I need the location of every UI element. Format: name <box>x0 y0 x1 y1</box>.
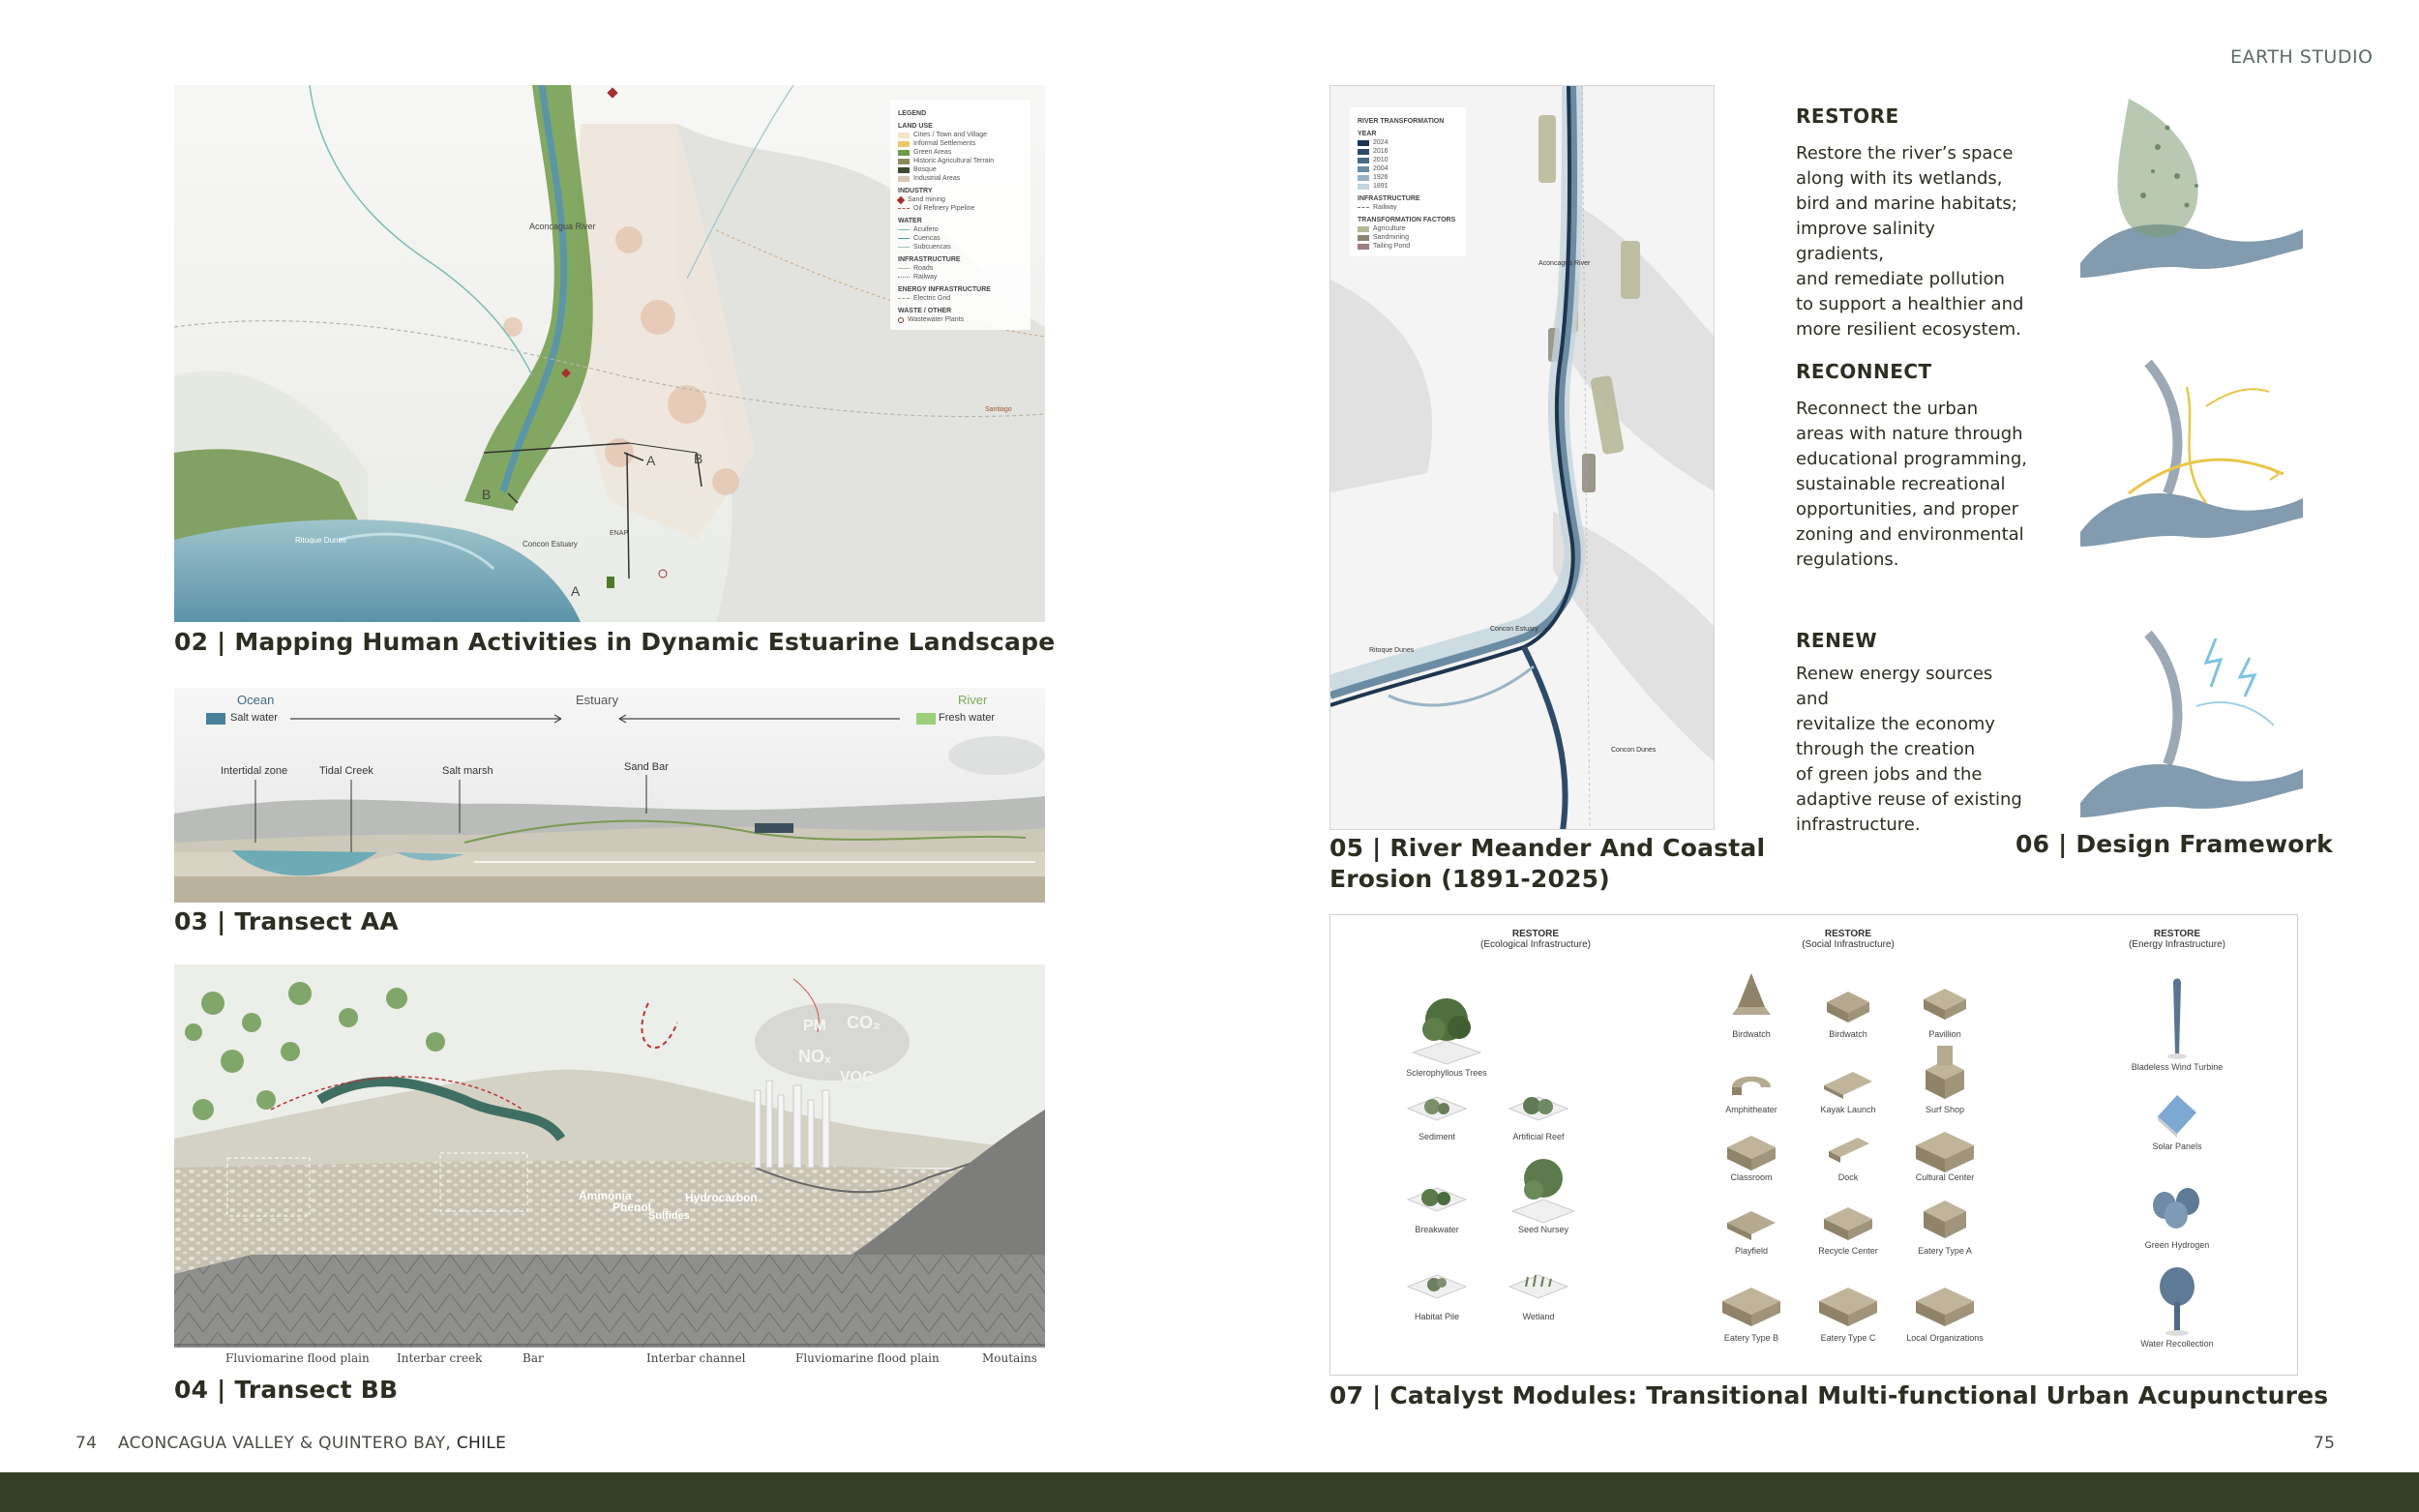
eatery-type-c-icon <box>1814 1278 1882 1336</box>
reconnect-diagram <box>2071 348 2313 556</box>
eatery-type-b-icon <box>1717 1278 1785 1336</box>
recycle-center-icon <box>1819 1196 1877 1250</box>
pavillion-icon <box>1916 978 1974 1026</box>
legend-item: Sand mining <box>898 195 1023 204</box>
legend-item: Roads <box>898 264 1023 273</box>
year-item: 2004 <box>1358 164 1458 173</box>
module-label: Green Hydrogen <box>2144 1240 2210 1250</box>
legend-item: Informal Settlements <box>898 139 1023 148</box>
figure-05-caption-line2: Erosion (1891-2025) <box>1329 865 1610 893</box>
artificial-reef-icon <box>1505 1087 1572 1136</box>
module-label: Breakwater <box>1415 1225 1459 1234</box>
map-legend <box>890 100 1030 330</box>
birdwatch-2-icon <box>1819 978 1877 1026</box>
kayak-launch-icon <box>1819 1058 1877 1107</box>
factor-item: Tailing Pond <box>1358 242 1458 251</box>
module-label: Habitat Pile <box>1414 1312 1460 1321</box>
framework-reconnect-text: Reconnect the urban areas with nature through educational programming, sustainable recreational opportunities, and proper zoning and environmental regulations. <box>1796 399 2027 570</box>
module-label: Surf Shop <box>1925 1105 1965 1114</box>
module-label: Birdwatch <box>1829 1029 1867 1039</box>
framework-restore-title: RESTORE <box>1796 104 1899 128</box>
chemical-hydrocarbon: Hydrocarbon <box>685 1191 758 1204</box>
legend-group-title: WATER <box>898 218 922 224</box>
year-item: 1926 <box>1358 173 1458 182</box>
transect-bb-graphic <box>174 964 1045 1347</box>
factor-item: Agriculture <box>1358 224 1458 233</box>
renew-diagram <box>2071 619 2313 827</box>
meander-legend-title: RIVER TRANSFORMATION <box>1358 118 1445 125</box>
legend-item: Industrial Areas <box>898 174 1023 183</box>
year-item: 1891 <box>1358 182 1458 191</box>
legend-group-title: LAND USE <box>898 123 933 130</box>
map-label-dunes: Ritoque Dunes <box>295 536 346 545</box>
studio-label: EARTH STUDIO <box>2230 46 2374 68</box>
green-hydrogen-icon <box>2143 1176 2211 1236</box>
map-label-river: Aconcagua River <box>529 222 596 231</box>
section-mark-b: B <box>694 451 703 466</box>
seed-nursey-icon <box>1505 1145 1582 1229</box>
chemical-pm: PM <box>803 1018 826 1034</box>
figure-04-caption: 04 | Transect BB <box>174 1376 399 1404</box>
framework-restore-text: Restore the river’s space along with its wetlands, bird and marine habitats; improve salinity gradients, and remediate pollution to support a healthier and more resilient ecosystem. <box>1796 143 2024 340</box>
map-label-santiago: Santiago <box>985 406 1012 413</box>
legend-group-title: INFRASTRUCTURE <box>898 256 961 263</box>
zone-label: Fluviomarine flood plain <box>795 1351 940 1365</box>
module-label: Local Organizations <box>1906 1333 1984 1343</box>
meander-label-dunes-2: Concon Dunes <box>1611 747 1657 754</box>
restore-diagram <box>2071 79 2313 287</box>
chemical-co2: CO₂ <box>847 1013 881 1032</box>
figure-05-caption-line1: 05 | River Meander And Coastal <box>1329 834 1766 862</box>
legend-title: LEGEND <box>898 110 927 117</box>
transect-ocean-label: Ocean <box>237 693 275 707</box>
module-label: Eatery Type A <box>1918 1246 1972 1256</box>
breakwater-icon <box>1403 1178 1471 1227</box>
module-label: Sclerophyllous Trees <box>1406 1068 1487 1078</box>
module-label: Dock <box>1837 1172 1859 1182</box>
meander-legend-factors-title: TRANSFORMATION FACTORS <box>1358 217 1456 223</box>
chemical-nox: NOₓ <box>798 1047 831 1066</box>
transect-estuary-label: Estuary <box>576 693 619 707</box>
bladeless-wind-turbine-icon <box>2158 973 2196 1060</box>
meander-label-estuary: Concon Estuary <box>1490 626 1538 633</box>
module-label: Cultural Center <box>1915 1172 1975 1182</box>
legend-group-title: WASTE / OTHER <box>898 308 952 314</box>
module-label: Solar Panels <box>2152 1141 2202 1151</box>
chemical-phenol: Phenol <box>612 1201 652 1214</box>
legend-group-title: ENERGY INFRASTRUCTURE <box>898 286 991 293</box>
figure-07-caption: 07 | Catalyst Modules: Transitional Multi-functional Urban Acupunctures <box>1329 1381 2329 1409</box>
catalyst-modules-panel <box>1329 914 2298 1376</box>
year-item: 2016 <box>1358 147 1458 156</box>
salt-water-label: Salt water <box>230 712 278 724</box>
transect-bb <box>174 964 1045 1347</box>
module-label: Eatery Type B <box>1723 1333 1779 1343</box>
module-label: Playfield <box>1734 1246 1769 1256</box>
module-label: Recycle Center <box>1818 1246 1878 1256</box>
habitat-pile-icon <box>1403 1265 1471 1314</box>
intertidal-zone-label: Intertidal zone <box>221 765 288 777</box>
legend-item: Historic Agricultural Terrain <box>898 157 1023 165</box>
footer-location-prefix: ACONCAGUA VALLEY & QUINTERO BAY, <box>118 1434 452 1453</box>
module-label: Eatery Type C <box>1820 1333 1876 1343</box>
legend-item: Wastewater Plants <box>898 315 1023 324</box>
eatery-type-a-icon <box>1916 1188 1974 1248</box>
module-label: Kayak Launch <box>1820 1105 1876 1114</box>
transect-aa <box>174 688 1045 903</box>
tidal-creek-label: Tidal Creek <box>319 765 373 777</box>
legend-item: Oil Refinery Pipeline <box>898 204 1023 213</box>
transect-bb-zones <box>174 1347 1045 1370</box>
framework-renew-text: Renew energy sources and revitalize the economy through the creation of green jobs and the adaptive reuse of existing infrastructure. <box>1796 664 2022 835</box>
water-recollection-icon <box>2153 1263 2201 1337</box>
chemical-sulfides: Sulfides <box>648 1210 690 1222</box>
legend-item: Green Areas <box>898 148 1023 157</box>
amphitheater-icon <box>1722 1058 1780 1107</box>
section-mark-a: A <box>646 453 656 468</box>
figure-03-caption: 03 | Transect AA <box>174 907 399 935</box>
module-label: Birdwatch <box>1732 1029 1771 1039</box>
legend-item: Bosque <box>898 165 1023 174</box>
modules-col-1-head: RESTORE (Ecological Infrastructure) <box>1480 929 1591 950</box>
module-label: Amphitheater <box>1725 1105 1777 1114</box>
solar-panels-icon <box>2148 1087 2206 1141</box>
page-number-right: 75 <box>2314 1434 2336 1453</box>
zone-label: Interbar creek <box>397 1351 483 1365</box>
transect-aa-graphic <box>174 688 1045 903</box>
framework-renew-title: RENEW <box>1796 629 1878 652</box>
legend-item: Subcuencas <box>898 243 1023 252</box>
modules-col-3-head: RESTORE (Energy Infrastructure) <box>2128 929 2226 950</box>
birdwatch-icon <box>1722 968 1780 1026</box>
surf-shop-icon <box>1916 1041 1974 1107</box>
module-label: Seed Nursey <box>1517 1225 1569 1234</box>
framework-reconnect-title: RECONNECT <box>1796 360 1932 383</box>
figure-02-caption: 02 | Mapping Human Activities in Dynamic Estuarine Landscape <box>174 628 1056 656</box>
factor-item: Sandmining <box>1358 233 1458 242</box>
zone-label: Fluviomarine flood plain <box>225 1351 370 1365</box>
sediment-icon <box>1403 1087 1471 1136</box>
zone-label: Moutains <box>982 1351 1037 1365</box>
river-meander-map <box>1329 85 1715 830</box>
modules-col-2-head: RESTORE (Social Infrastructure) <box>1802 929 1895 950</box>
map-label-estuary: Concon Estuary <box>523 540 578 548</box>
meander-legend-year-title: YEAR <box>1358 131 1377 137</box>
zone-label: Bar <box>523 1351 544 1365</box>
chemical-ammonia: Ammonia <box>579 1189 632 1202</box>
footer-location <box>118 1434 506 1453</box>
figure-06-caption: 06 | Design Framework <box>2016 830 2333 858</box>
infra-item: Railway <box>1358 203 1458 212</box>
year-item: 2024 <box>1358 138 1458 147</box>
meander-label-river: Aconcagua River <box>1538 260 1591 267</box>
footer-location-country: CHILE <box>456 1434 507 1453</box>
legend-item: Railway <box>898 273 1023 282</box>
legend-item: Cuencas <box>898 234 1023 243</box>
playfield-icon <box>1722 1196 1780 1250</box>
wetland-icon <box>1505 1265 1572 1314</box>
zone-label: Interbar channel <box>646 1351 746 1365</box>
footer-bar <box>0 1472 2419 1512</box>
fresh-water-label: Fresh water <box>939 712 996 724</box>
salt-marsh-label: Salt marsh <box>442 765 493 777</box>
legend-item: Electric Grid <box>898 294 1023 303</box>
transect-river-label: River <box>958 693 988 707</box>
map-label-enap: ENAP <box>610 530 629 537</box>
module-label: Wetland <box>1522 1312 1555 1321</box>
human-activities-map <box>174 85 1045 622</box>
module-label: Water Recollection <box>2140 1339 2214 1349</box>
legend-group-title: INDUSTRY <box>898 188 933 194</box>
meander-legend <box>1350 107 1466 256</box>
year-item: 2010 <box>1358 156 1458 164</box>
module-label: Artificial Reef <box>1512 1132 1565 1141</box>
section-mark-b2: B <box>482 487 492 502</box>
meander-legend-infra-title: INFRASTRUCTURE <box>1358 195 1420 202</box>
legend-item: Acuifero <box>898 225 1023 234</box>
section-mark-a2: A <box>571 583 581 599</box>
sand-bar-label: Sand Bar <box>624 761 669 773</box>
module-label: Sediment <box>1418 1132 1456 1141</box>
local-organizations-icon <box>1911 1278 1979 1336</box>
legend-item: Cities / Town and Village <box>898 131 1023 139</box>
module-label: Classroom <box>1730 1172 1773 1182</box>
sclerophyllous-trees-icon <box>1403 983 1490 1070</box>
module-label: Pavillion <box>1928 1029 1961 1039</box>
cultural-center-icon <box>1911 1120 1979 1180</box>
page-number-left: 74 <box>75 1434 98 1453</box>
module-label: Bladeless Wind Turbine <box>2131 1062 2224 1072</box>
chemical-voc: VOC <box>840 1069 874 1085</box>
meander-label-dunes: Ritoque Dunes <box>1369 647 1415 654</box>
